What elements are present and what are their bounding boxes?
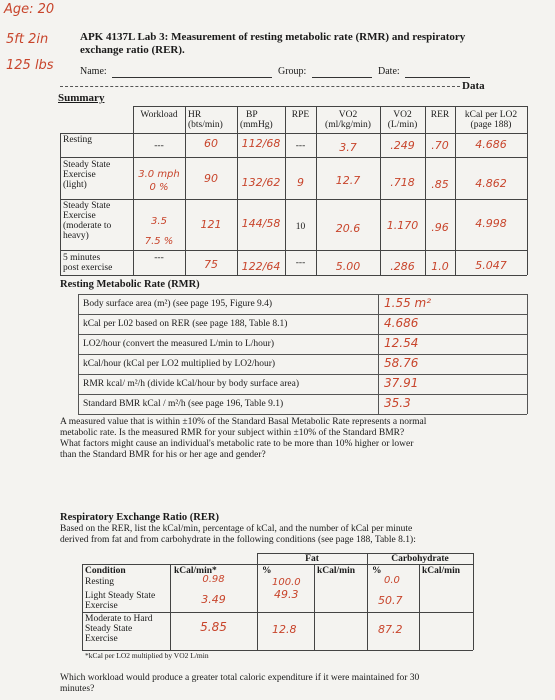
cell-vo2-ml[interactable]: 20.6 <box>335 222 361 235</box>
rer-row-label <box>85 577 114 587</box>
row-label <box>63 201 111 241</box>
rmr-question-line: A measured value that is within ±10% of the Standard Basal Metabolic Rate represents a normal <box>60 417 427 427</box>
summary-vline <box>285 106 286 275</box>
rmr-row-kcal-lo2 <box>78 315 527 335</box>
rmr-value[interactable]: 35.3 <box>384 396 411 410</box>
rer-header-fat-pct: % <box>262 566 272 576</box>
header-hr-line1: HR <box>188 110 202 120</box>
cell-bp[interactable]: 112/68 <box>241 137 281 150</box>
header-separator <box>60 86 460 87</box>
lab-title-line2: exchange ratio (RER). <box>80 44 185 56</box>
row-label <box>63 253 112 273</box>
cell-vo2-l[interactable]: .286 <box>390 260 415 273</box>
rmr-label: RMR kcal/ m²/h (divide kCal/hour by body surface area) <box>83 379 300 389</box>
summary-vline <box>380 106 381 275</box>
cell-rpe[interactable]: 9 <box>297 176 304 189</box>
rer-cell-fat-pct[interactable]: 100.0 <box>272 577 301 588</box>
cell-rpe: --- <box>295 258 306 268</box>
rer-header-carb-pct: % <box>372 566 382 576</box>
header-kcal-line1: kCal per LO2 <box>464 110 518 120</box>
cell-workload: --- <box>154 141 164 151</box>
summary-line <box>60 199 527 200</box>
header-hr <box>188 110 223 130</box>
cell-kcal[interactable]: 4.686 <box>475 138 507 151</box>
rmr-question-line: metabolic rate. Is the measured RMR for your subject within ±10% of the Standard BMR? <box>60 428 405 438</box>
rer-cell-carb-pct[interactable]: 0.0 <box>384 575 400 586</box>
rer-cell-kcal-min[interactable]: 0.98 <box>202 574 225 585</box>
rer-vline <box>82 564 83 650</box>
row-label-line: Steady State <box>63 201 111 211</box>
summary-line <box>133 106 527 107</box>
header-vo2-l-line2: (L/min) <box>387 120 418 130</box>
rer-row-label-line: Resting <box>85 577 115 587</box>
row-label-line: Steady State <box>63 160 111 170</box>
handwritten-weight: 125 lbs <box>6 58 54 73</box>
cell-vo2-l[interactable]: 1.170 <box>386 219 419 232</box>
rmr-row-bsa <box>78 295 527 315</box>
cell-rer[interactable]: 1.0 <box>431 260 449 273</box>
rmr-label: Body surface area (m²) (see page 195, Figure 9.4) <box>83 299 273 309</box>
rer-cell-kcal-min[interactable]: 5.85 <box>200 620 227 634</box>
lab-title <box>80 31 465 57</box>
cell-rer[interactable]: .96 <box>431 221 449 234</box>
cell-rpe: 10 <box>295 222 306 232</box>
cell-hr[interactable]: 60 <box>204 137 218 150</box>
rer-line <box>82 564 473 565</box>
rer-question-line: minutes? <box>60 684 95 694</box>
rmr-label: LO2/hour (convert the measured L/min to L/hour) <box>83 339 275 349</box>
rer-cell-carb-pct[interactable]: 50.7 <box>378 594 403 607</box>
rmr-question-line: than the Standard BMR for his or her age and gender? <box>60 450 266 460</box>
rer-row-label-line: Moderate to Hard <box>85 614 153 624</box>
cell-workload[interactable]: 3.5 7.5 % <box>144 216 174 247</box>
summary-vline <box>455 106 456 275</box>
row-label-line: 5 minutes <box>63 253 101 263</box>
rer-header-condition: Condition <box>85 566 126 576</box>
header-kcal <box>455 110 527 130</box>
header-vo2-ml <box>316 110 380 130</box>
cell-vo2-l[interactable]: .249 <box>390 139 415 152</box>
summary-vline <box>60 133 61 275</box>
row-label-line: (light) <box>63 180 87 190</box>
header-rpe: RPE <box>291 110 310 120</box>
cell-kcal[interactable]: 5.047 <box>475 259 507 272</box>
cell-kcal[interactable]: 4.998 <box>475 217 507 230</box>
handwritten-age: Age: 20 <box>4 2 55 17</box>
group-label: Group: <box>278 66 307 77</box>
header-bp-line1: BP <box>246 110 258 120</box>
header-rer: RER <box>430 110 450 120</box>
cell-vo2-ml[interactable]: 12.7 <box>335 174 361 187</box>
cell-vo2-ml[interactable]: 3.7 <box>339 141 357 154</box>
row-label-line: (moderate to <box>63 221 112 231</box>
summary-line <box>60 133 527 134</box>
rmr-question-line: What factors might cause an individual's metabolic rate to be more than 10% higher or lower <box>60 439 414 449</box>
rmr-title: Resting Metabolic Rate (RMR) <box>60 279 200 290</box>
header-bp <box>240 110 273 130</box>
cell-bp[interactable]: 144/58 <box>241 217 281 230</box>
rmr-value[interactable]: 37.91 <box>384 376 419 390</box>
rer-question-line: Which workload would produce a greater total caloric expenditure if it were maintained for 30 <box>60 673 420 683</box>
cell-hr[interactable]: 75 <box>204 258 218 271</box>
handwritten-height: 5ft 2in <box>6 32 49 47</box>
cell-workload: --- <box>154 253 164 263</box>
header-bp-line2: (mmHg) <box>240 120 273 130</box>
cell-workload[interactable]: 3.0 mph 0 % <box>138 169 180 193</box>
rer-row-label-line: Light Steady State <box>85 591 156 601</box>
rer-row-label-line: Exercise <box>85 634 118 644</box>
rer-carb-header: Carbohydrate <box>391 554 449 564</box>
rmr-row-rmr <box>78 375 527 395</box>
header-vo2-l <box>380 110 425 130</box>
rmr-row-lo2-hour <box>78 335 527 355</box>
rer-cell-fat-pct[interactable]: 49.3 <box>274 588 299 601</box>
header-hr-line2: (bts/min) <box>188 120 223 130</box>
header-workload: Workload <box>140 110 178 120</box>
header-kcal-line2: (page 188) <box>470 120 512 130</box>
rer-intro-line: Based on the RER, list the kCal/min, percentage of kCal, and the number of kCal per minute <box>60 524 413 534</box>
rmr-value[interactable]: 12.54 <box>384 336 419 350</box>
summary-vline <box>237 106 238 275</box>
cell-bp[interactable]: 122/64 <box>241 260 281 273</box>
cell-vo2-l[interactable]: .718 <box>390 176 415 189</box>
rmr-value[interactable]: 4.686 <box>384 316 419 330</box>
rer-vline <box>314 564 315 650</box>
rmr-label: kCal/hour (kCal per LO2 multiplied by LO2/hour) <box>83 359 276 369</box>
rer-row-label-line: Steady State <box>85 624 133 634</box>
cell-hr[interactable]: 90 <box>204 172 218 185</box>
summary-line <box>60 275 527 276</box>
rmr-table-right <box>527 294 528 414</box>
rmr-value[interactable]: 58.76 <box>384 356 419 370</box>
row-label-line: Exercise <box>63 211 96 221</box>
summary-vline <box>316 106 317 275</box>
rmr-label: Standard BMR kCal / m²/h (see page 196, Table 9.1) <box>83 399 284 409</box>
row-label <box>63 135 92 145</box>
rer-vline <box>473 553 474 650</box>
rmr-question <box>60 417 426 461</box>
cell-hr[interactable]: 121 <box>200 218 222 231</box>
row-label-line: heavy) <box>63 231 89 241</box>
row-label <box>63 160 110 190</box>
summary-vline <box>185 106 186 275</box>
header-vo2-ml-line2: (ml/kg/min) <box>325 120 371 130</box>
summary-line <box>60 250 527 251</box>
summary-title: Summary <box>58 92 105 104</box>
rer-vline <box>367 553 368 650</box>
rer-row-label <box>85 591 155 611</box>
rer-header-carb-kcal: kCal/min <box>422 566 461 576</box>
summary-vline <box>527 106 528 275</box>
rer-row-label-line: Exercise <box>85 601 118 611</box>
rer-intro-line: derived from fat and from carbohydrate in the following conditions (see page 188, Table 8.1): <box>60 535 416 545</box>
rmr-value[interactable]: 1.55 m² <box>384 296 432 310</box>
row-label-line: post exercise <box>63 263 113 273</box>
summary-vline <box>425 106 426 275</box>
rmr-label: kCal per L02 based on RER (see page 188, Table 8.1) <box>83 319 288 329</box>
name-label: Name: <box>80 66 107 77</box>
name-field[interactable] <box>112 68 272 78</box>
rer-cell-carb-pct[interactable]: 87.2 <box>378 623 403 636</box>
cell-vo2-ml[interactable]: 5.00 <box>335 260 361 273</box>
cell-rer[interactable]: .70 <box>431 139 449 152</box>
rmr-row-kcal-hour <box>78 355 527 375</box>
lab-title-line1: APK 4137L Lab 3: Measurement of resting metabolic rate (RMR) and respiratory <box>80 31 466 43</box>
rer-line <box>82 612 473 613</box>
cell-kcal[interactable]: 4.862 <box>475 177 507 190</box>
header-vo2-ml-line1: VO2 <box>338 110 358 120</box>
cell-rer[interactable]: .85 <box>431 178 449 191</box>
rer-footnote: *kCal per LO2 multiplied by VO2 L/min <box>85 651 209 660</box>
rer-title: Respiratory Exchange Ratio (RER) <box>60 512 219 523</box>
rer-header-kcal-min: kCal/min* <box>174 566 217 576</box>
header-vo2-l-line1: VO2 <box>393 110 412 120</box>
cell-bp[interactable]: 132/62 <box>241 176 281 189</box>
date-field[interactable] <box>405 68 470 78</box>
rer-intro <box>60 524 416 546</box>
row-label-line: Exercise <box>63 170 96 180</box>
rer-question <box>60 673 419 695</box>
rer-vline <box>419 564 420 650</box>
rer-vline <box>257 553 258 650</box>
cell-rpe: --- <box>295 141 306 151</box>
data-label: Data <box>462 80 485 92</box>
date-label: Date: <box>378 66 400 77</box>
rer-fat-header: Fat <box>305 554 319 564</box>
rer-cell-fat-pct[interactable]: 12.8 <box>272 623 297 636</box>
rer-header-fat-kcal: kCal/min <box>317 566 356 576</box>
rer-cell-kcal-min[interactable]: 3.49 <box>201 593 226 606</box>
summary-line <box>60 157 527 158</box>
row-label-line: Resting <box>63 135 93 145</box>
rer-row-label <box>85 614 153 644</box>
group-field[interactable] <box>312 68 372 78</box>
rmr-row-standard-bmr <box>78 395 527 415</box>
